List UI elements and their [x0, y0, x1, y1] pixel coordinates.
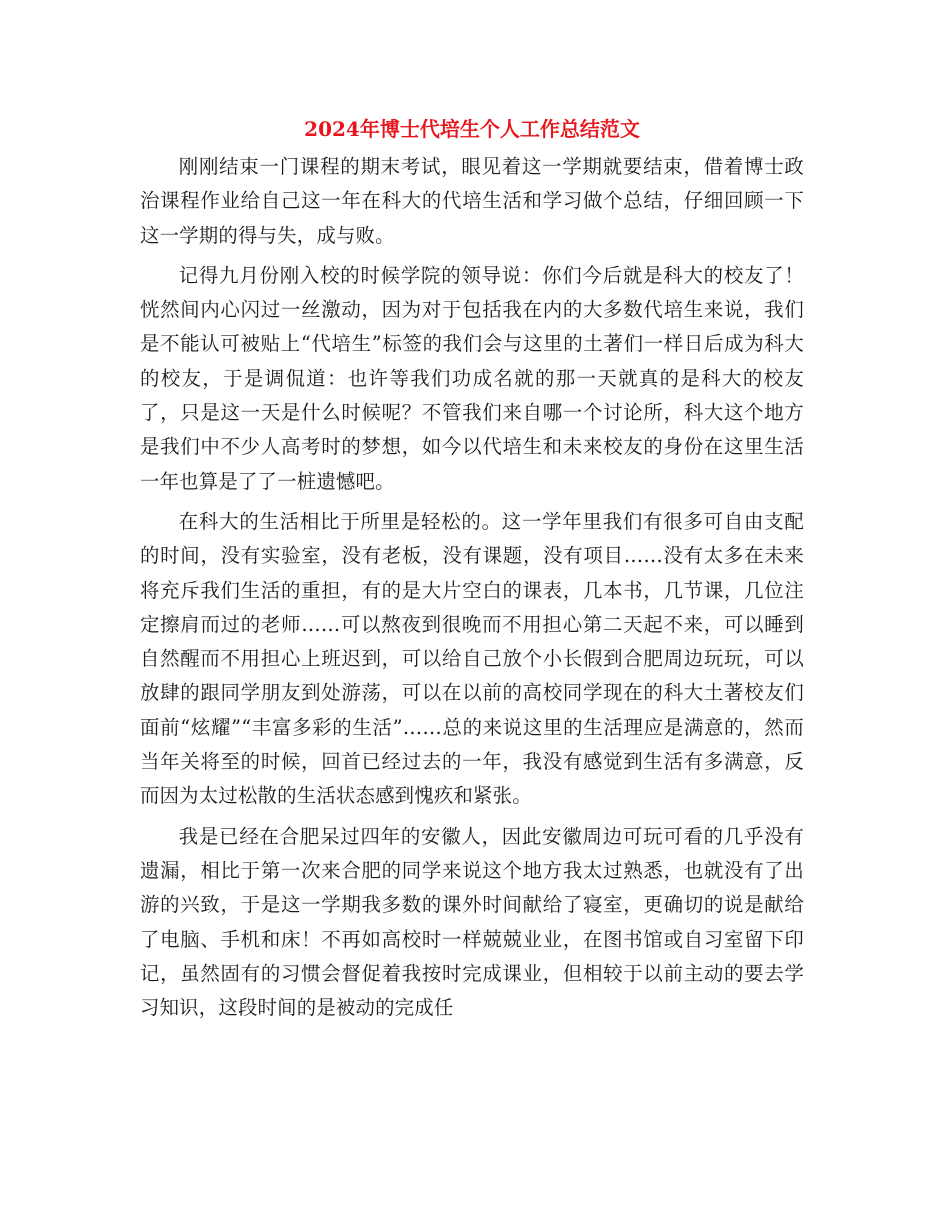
- document-page: [140, 112, 804, 1031]
- paragraph-3: 在科大的生活相比于所里是轻松的。这一学年里我们有很多可自由支配的时间，没有实验室，没有老板，没有课题，没有项目……没有太多在未来将充斥我们生活的重担，有的是大片空白的课表，几本书，几节课，几位注定擦肩而过的老师……可以熬夜到很晚而不用担心第二天起不来，可以睡到自然醒而不用担心上班迟到，可以给自己放个小长假到合肥周边玩玩，可以放肆的跟同学朋友到处游荡，可以在以前的高校同学现在的科大土著校友们面前“炫耀”“丰富多彩的生活”……总的来说这里的生活理应是满意的，然而当年关将至的时候，回首已经过去的一年，我没有感觉到生活有多满意，反而因为太过松散的生活状态感到愧疚和紧张。: [140, 509, 804, 808]
- paragraph-1: 刚刚结束一门课程的期末考试，眼见着这一学期就要结束，借着博士政治课程作业给自己这一年在科大的代培生活和学习做个总结，仔细回顾一下这一学期的得与失，成与败。: [140, 155, 804, 247]
- paragraph-2: 记得九月份刚入校的时候学院的领导说：你们今后就是科大的校友了！恍然间内心闪过一丝激动，因为对于包括我在内的大多数代培生来说，我们是不能认可被贴上“代培生”标签的我们会与这里的土著们一样日后成为科大的校友，于是调侃道：也许等我们功成名就的那一天就真的是科大的校友了，只是这一天是什么时候呢？不管我们来自哪一个讨论所，科大这个地方是我们中不少人高考时的梦想，如今以代培生和未来校友的身份在这里生活一年也算是了了一桩遗憾吧。: [140, 263, 804, 493]
- paragraph-4: 我是已经在合肥呆过四年的安徽人，因此安徽周边可玩可看的几乎没有遗漏，相比于第一次来合肥的同学来说这个地方我太过熟悉，也就没有了出游的兴致，于是这一学期我多数的课外时间献给了寝室，更确切的说是献给了电脑、手机和床！不再如高校时一样兢兢业业，在图书馆或自习室留下印记，虽然固有的习惯会督促着我按时完成课业，但相较于以前主动的要去学习知识，这段时间的是被动的完成任: [140, 824, 804, 1020]
- document-title: 2024年博士代培生个人工作总结范文: [304, 117, 640, 141]
